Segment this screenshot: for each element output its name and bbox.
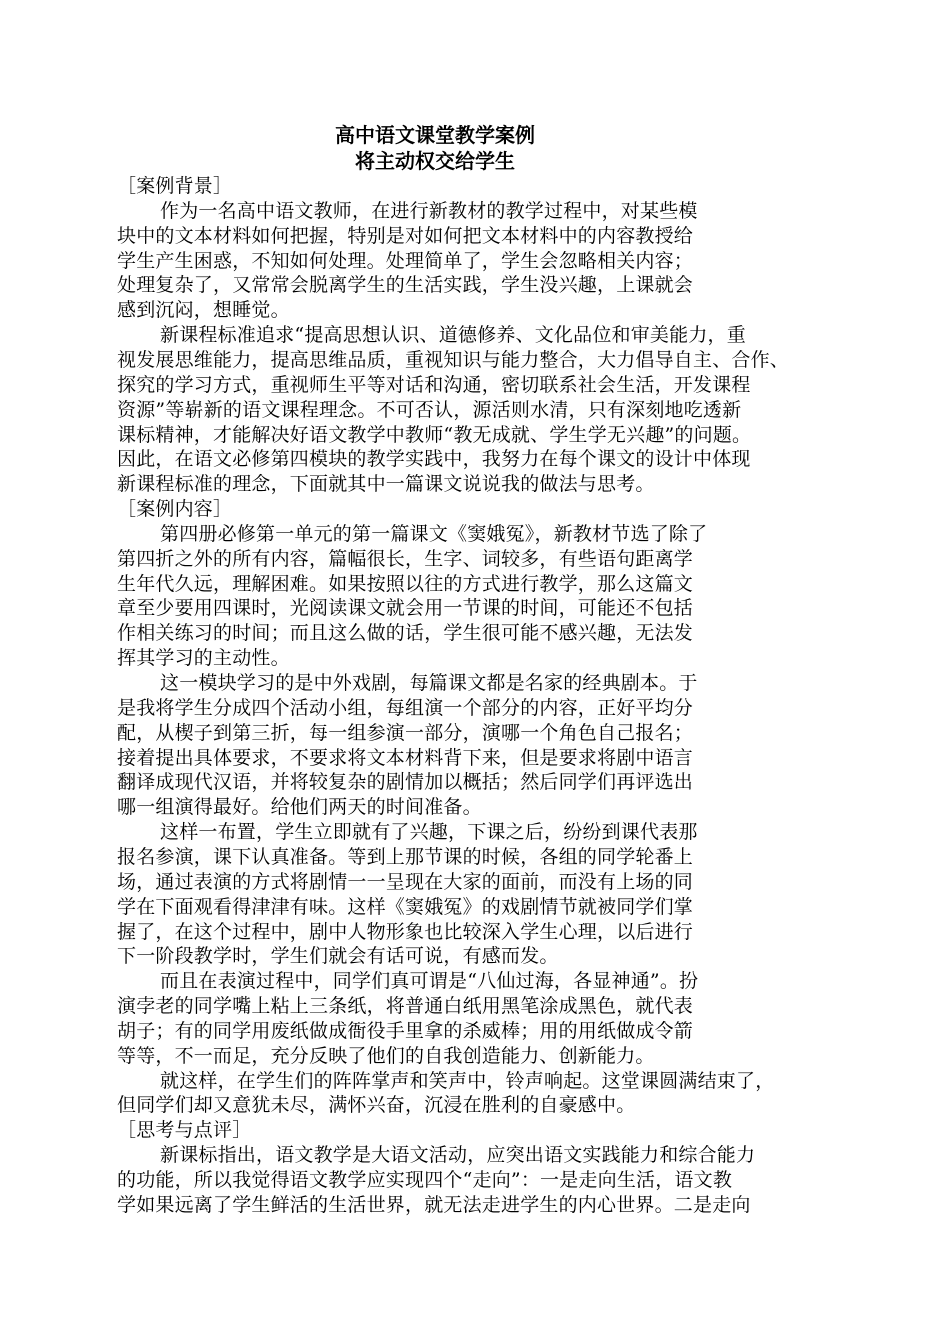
body-text-line: 握了，在这个过程中，剧中人物形象也比较深入学生心理，以后进行	[117, 920, 694, 943]
body-text-line: 场，通过表演的方式将剧情一一呈现在大家的面前，而没有上场的同	[117, 870, 694, 893]
body-text-line: 而且在表演过程中，同学们真可谓是“八仙过海，各显神通”。扮	[160, 970, 699, 993]
body-text-line: 接着提出具体要求，不要求将文本材料背下来，但是要求将剧中语言	[117, 746, 694, 769]
document-subtitle: 将主动权交给学生	[355, 149, 515, 173]
body-text-line: 新课程标准的理念，下面就其中一篇课文说说我的做法与思考。	[117, 473, 655, 496]
body-text-line: 块中的文本材料如何把握，特别是对如何把文本材料中的内容教授给	[117, 224, 694, 247]
document-title: 高中语文课堂教学案例	[335, 123, 535, 147]
body-text-line: 这样一布置，学生立即就有了兴趣，下课之后，纷纷到课代表那	[160, 821, 698, 844]
body-text-line: 新课程标准追求“提高思想认识、道德修养、文化品位和审美能力，重	[160, 324, 746, 347]
body-text-line: 感到沉闷，想睡觉。	[117, 299, 290, 322]
section-heading: ［案例内容］	[117, 498, 233, 521]
body-text-line: 生年代久远，理解困难。如果按照以往的方式进行教学，那么这篇文	[117, 572, 694, 595]
body-text-line: 这一模块学习的是中外戏剧，每篇课文都是名家的经典剧本。于	[160, 672, 698, 694]
body-text-line: 作为一名高中语文教师，在进行新教材的教学过程中，对某些模	[160, 199, 698, 222]
body-text-line: 是我将学生分成四个活动小组，每组演一个部分的内容，正好平均分	[117, 696, 694, 719]
body-text-line: 配，从楔子到第三折，每一组参演一部分，演哪一个角色自己报名；	[117, 721, 694, 744]
body-text-line: 的功能，所以我觉得语文教学应实现四个“走向”：一是走向生活，语文教	[117, 1169, 733, 1191]
body-text-line: 第四册必修第一单元的第一篇课文《窦娥冤》，新教材节选了除了	[160, 522, 708, 545]
body-text-line: 报名参演，课下认真准备。等到上那节课的时候，各组的同学轮番上	[117, 845, 694, 868]
body-text-line: 哪一组演得最好。给他们两天的时间准备。	[117, 796, 482, 819]
body-text-line: 学如果远离了学生鲜活的生活世界，就无法走进学生的内心世界。二是走向	[117, 1193, 751, 1216]
body-text-line: 第四折之外的所有内容，篇幅很长，生字、词较多，有些语句距离学	[117, 547, 694, 570]
body-text-line: 演孛老的同学嘴上粘上三条纸，将普通白纸用黑笔涂成黑色，就代表	[117, 995, 694, 1018]
body-text-line: 处理复杂了，又常常会脱离学生的生活实践，学生没兴趣，上课就会	[117, 274, 694, 297]
body-text-line: 探究的学习方式，重视师生平等对话和沟通，密切联系社会生活，开发课程	[117, 373, 751, 396]
body-text-line: 胡子；有的同学用废纸做成衙役手里拿的杀威棒；用的用纸做成令箭	[117, 1019, 694, 1042]
body-text-line: 但同学们却又意犹未尽，满怀兴奋，沉浸在胜利的自豪感中。	[117, 1094, 636, 1117]
body-text-line: 新课标指出，语文教学是大语文活动，应突出语文实践能力和综合能力	[160, 1144, 756, 1167]
body-text-line: 视发展思维能力，提高思维品质，重视知识与能力整合，大力倡导自主、合作、	[117, 348, 790, 371]
body-text-line: 资源”等崭新的语文课程理念。不可否认，源活则水清，只有深刻地吃透新	[117, 398, 742, 421]
section-heading: ［案例背景］	[117, 175, 233, 197]
body-text-line: 下一阶段教学时，学生们就会有话可说，有感而发。	[117, 945, 559, 968]
body-text-line: 课标精神，才能解决好语文教学中教师“教无成就、学生学无兴趣”的问题。	[117, 423, 752, 446]
body-text-line: 作相关练习的时间；而且这么做的话，学生很可能不感兴趣，无法发	[117, 622, 694, 645]
body-text-line: 因此，在语文必修第四模块的教学实践中，我努力在每个课文的设计中体现	[117, 448, 751, 471]
section-heading: ［思考与点评］	[117, 1119, 252, 1142]
body-text-line: 学生产生困惑，不知如何处理。处理简单了，学生会忽略相关内容；	[117, 249, 694, 272]
body-text-line: 学在下面观看得津津有味。这样《窦娥冤》的戏剧情节就被同学们掌	[117, 895, 694, 918]
body-text-line: 翻译成现代汉语，并将较复杂的剧情加以概括；然后同学们再评选出	[117, 771, 694, 794]
body-text-line: 就这样，在学生们的阵阵掌声和笑声中，铃声响起。这堂课圆满结束了，	[160, 1069, 775, 1092]
body-text-line: 等等，不一而足，充分反映了他们的自我创造能力、创新能力。	[117, 1044, 655, 1067]
body-text-line: 章至少要用四课时，光阅读课文就会用一节课的时间，可能还不包括	[117, 597, 694, 620]
body-text-line: 挥其学习的主动性。	[117, 647, 290, 670]
